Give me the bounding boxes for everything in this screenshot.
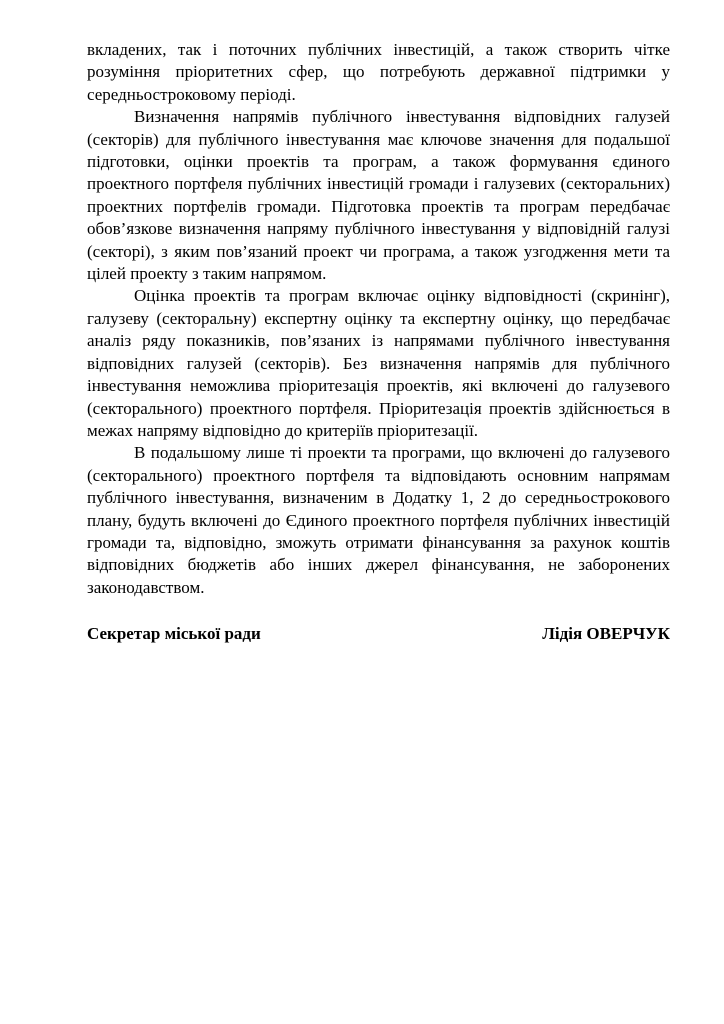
signatory-name: Лідія ОВЕРЧУК <box>542 624 670 643</box>
document-body <box>87 39 670 599</box>
paragraph-continuation: вкладених, так і поточних публічних інвестицій, а також створить чітке розуміння пріоритетних сфер, що потребують державної підтримки у середньостроковому періоді. <box>87 40 670 104</box>
signatory-position: Секретар міської ради <box>87 624 261 643</box>
paragraph-further: В подальшому лише ті проекти та програми, що включені до галузевого (секторального) проектного портфеля та відповідають основним напрямам публічного інвестування, визначеним в Додатку 1, 2 до середньострокового плану, будуть включені до Єдиного проектного портфеля публічних інвестицій громади та, відповідно, зможуть отримати фінансування за рахунок коштів відповідних бюджетів або інших джерел фінансування, не заборонених законодавством. <box>87 443 670 597</box>
paragraph-directions: Визначення напрямів публічного інвестування відповідних галузей (секторів) для публічного інвестування має ключове значення для подальшої підготовки, оцінки проектів та програм, а також формування єдиного проектного портфеля публічних інвестицій громади і галузевих (секторальних) проектних портфелів громади. Підготовка проектів та програм передбачає обов’язкове визначення напряму публічного інвестування у відповідній галузі (секторі), з яким пов’язаний проект чи програма, а також узгодження мети та цілей проекту з таким напрямом. <box>87 107 670 284</box>
paragraph-evaluation: Оцінка проектів та програм включає оцінку відповідності (скринінг), галузеву (секторальну) експертну оцінку та експертну оцінку, що передбачає аналіз ряду показників, пов’язаних із напрямами публічного інвестування відповідних галузей (секторів). Без визначення напрямів для публічного інвестування неможлива пріоритезація проектів, які включені до галузевого (секторального) проектного портфеля. Пріоритезація проектів здійснюється в межах напряму відповідно до критеріїв пріоритезації. <box>87 286 670 440</box>
signature-block <box>87 623 670 645</box>
